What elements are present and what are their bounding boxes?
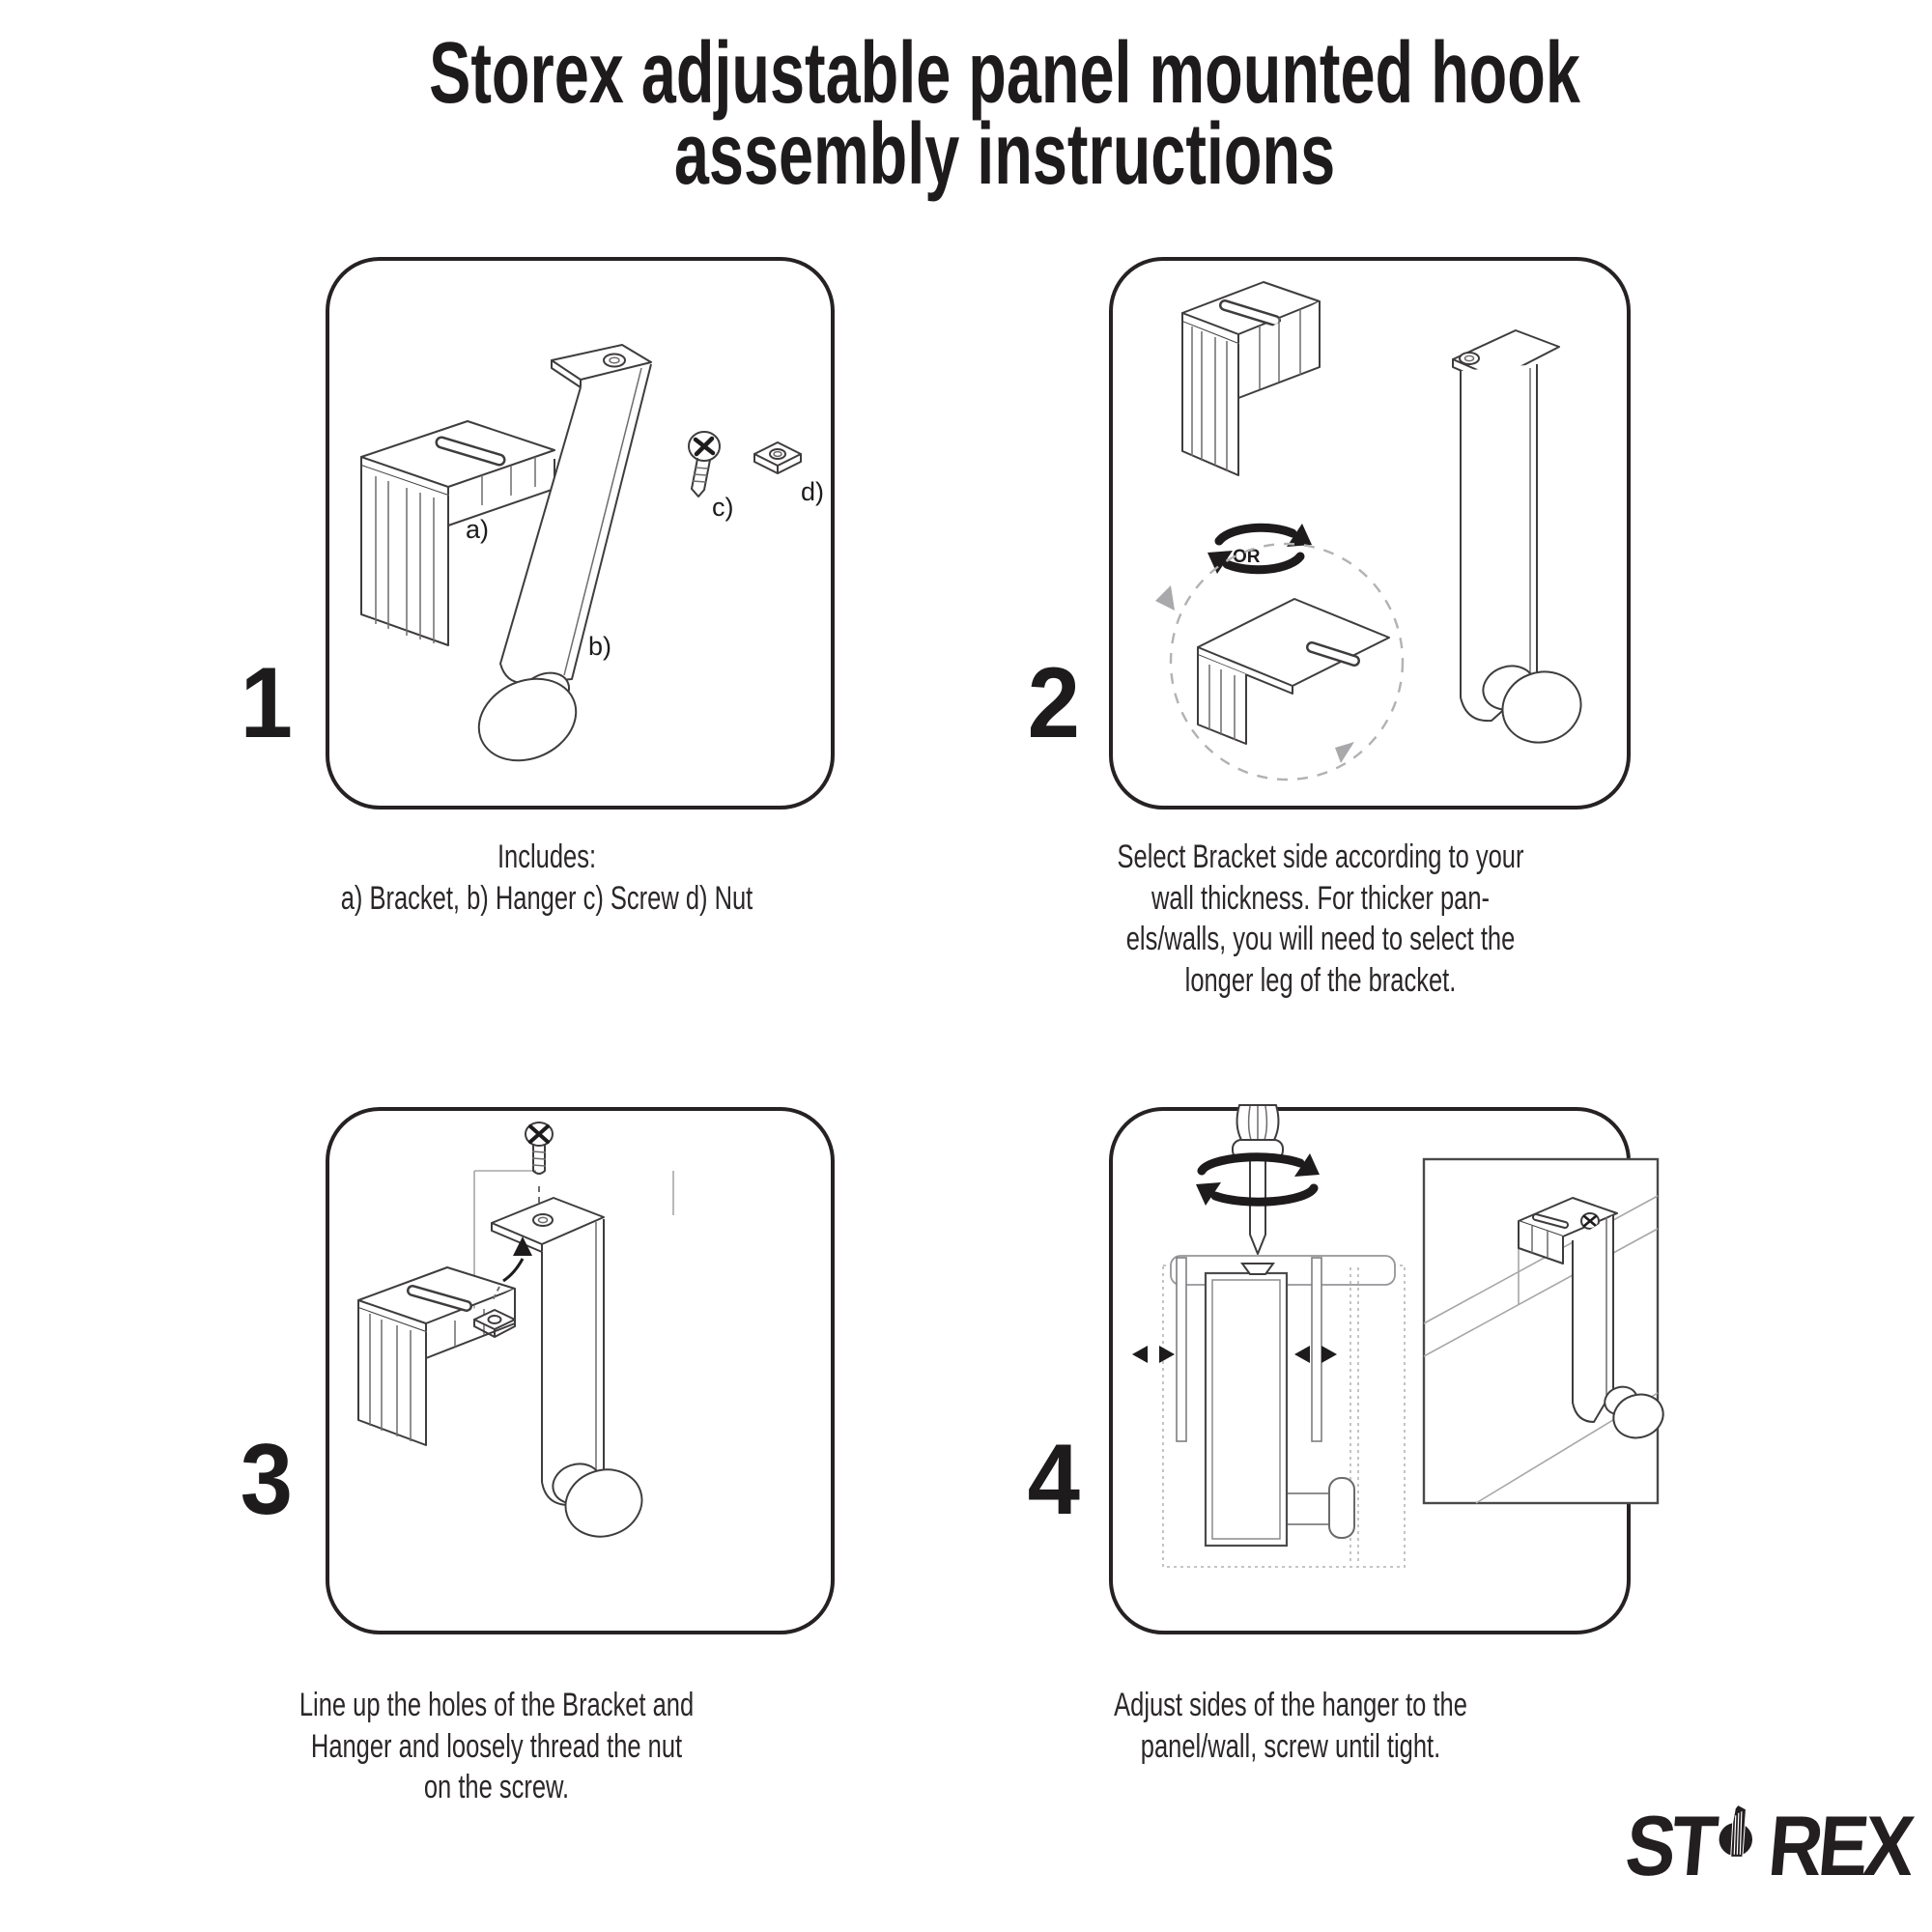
hanger-drawing	[492, 1198, 651, 1547]
label-b: b)	[588, 632, 612, 661]
logo-o-building-icon	[1713, 1779, 1759, 1882]
step-3-panel	[326, 1107, 835, 1634]
caption-line: a) Bracket, b) Hanger c) Screw d) Nut	[340, 879, 753, 917]
rotation-arrowhead-up	[1155, 585, 1175, 611]
caption-line: panel/wall, screw until tight.	[1140, 1727, 1441, 1765]
rotate-or-icon	[1208, 524, 1312, 574]
step-1-caption	[315, 837, 779, 919]
step-1-number: 1	[240, 647, 293, 759]
caption-line: Select Bracket side according to your	[1117, 838, 1524, 875]
step-4-number: 4	[1027, 1424, 1080, 1536]
label-a: a)	[466, 515, 490, 544]
storex-logo	[1617, 1783, 1917, 1893]
knob-side-view	[1329, 1478, 1354, 1538]
hanger-front-bar	[1206, 1273, 1287, 1546]
step-4-caption	[1059, 1685, 1522, 1767]
step-3-number: 3	[240, 1424, 293, 1536]
caption-line: Adjust sides of the hanger to the	[1114, 1687, 1467, 1723]
step-1-illustration	[329, 261, 831, 806]
step-1-panel	[326, 257, 835, 810]
step-2-number: 2	[1027, 647, 1080, 759]
or-label: OR	[1233, 547, 1261, 567]
step-2-panel	[1109, 257, 1631, 810]
hanger-vertical-drawing	[1453, 330, 1590, 753]
bracket-rotated-drawing	[1198, 599, 1389, 744]
caption-line: Line up the holes of the Bracket and	[298, 1687, 695, 1723]
nut-arrow-tail	[503, 1259, 523, 1281]
knob-stem-side	[1287, 1493, 1333, 1524]
step-3-caption	[265, 1685, 728, 1808]
bracket-right-leg	[1312, 1258, 1321, 1441]
screw-drawing	[526, 1122, 553, 1174]
caption-line: Includes:	[497, 838, 597, 875]
rotation-arrowhead-down	[1335, 742, 1354, 763]
hanger-drawing	[466, 345, 651, 776]
step-2-illustration	[1113, 261, 1627, 806]
screwdriver-drawing	[1196, 1105, 1320, 1254]
logo-text-rex: REX	[1764, 1798, 1915, 1893]
step-4-panel	[1109, 1107, 1631, 1634]
logo-text-st: ST	[1622, 1798, 1718, 1893]
step-4-illustration	[1113, 1111, 1627, 1631]
front-view-assembly	[1132, 1256, 1405, 1567]
caption-line: Hanger and loosely thread the nut	[310, 1727, 683, 1765]
bracket-vertical-drawing	[1182, 282, 1320, 475]
inset-detail-view	[1424, 1159, 1669, 1503]
step-3-illustration	[329, 1111, 831, 1631]
caption-line: wall thickness. For thicker pan-	[1151, 879, 1491, 917]
title-line-2: assembly instructions	[673, 106, 1336, 203]
caption-line: els/walls, you will need to select the	[1125, 921, 1516, 957]
bracket-left-leg	[1177, 1258, 1186, 1441]
caption-line: longer leg of the bracket.	[1184, 961, 1457, 999]
bracket-drawing	[358, 1267, 515, 1445]
adjust-arrows-left	[1132, 1346, 1175, 1363]
page-title	[309, 25, 1700, 203]
step-2-caption	[1089, 837, 1552, 1001]
caption-line: on the screw.	[423, 1769, 570, 1805]
label-d: d)	[801, 477, 825, 506]
label-c: c)	[712, 493, 734, 522]
title-line-1: Storex adjustable panel mounted hook	[429, 25, 1580, 122]
nut-drawing	[754, 442, 801, 473]
screw-drawing	[689, 432, 720, 497]
